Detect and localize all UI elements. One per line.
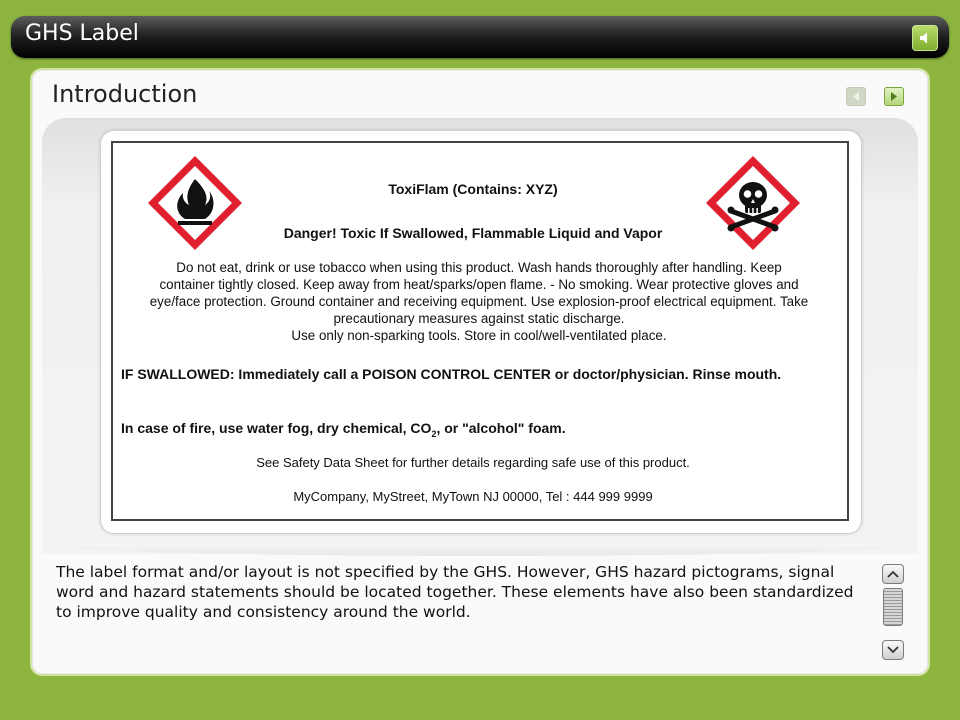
stage-divider	[42, 544, 918, 556]
precautionary-statements	[121, 259, 837, 344]
description-text: The label format and/or layout is not specified by the GHS. However, GHS hazard pictograms, signal word and hazard statements should be located together. These elements have also been standardized to improve quality and consistency around the world.	[56, 563, 854, 621]
precaution-line: eye/face protection. Ground container and receiving equipment. Use explosion-proof electrical equipment. Take	[149, 294, 809, 309]
precaution-line: Do not eat, drink or use tobacco when using this product. Wash hands thoroughly after handling. Keep	[176, 260, 782, 275]
fire-statement-subscript: 2	[431, 428, 437, 439]
description-scrollbar[interactable]	[882, 564, 904, 660]
ghs-label-image	[111, 141, 849, 521]
app-title: GHS Label	[25, 21, 139, 46]
product-identifier: ToxiFlam (Contains: XYZ)	[388, 181, 558, 197]
arrow-left-icon	[851, 91, 861, 102]
precaution-line: precautionary measures against static discharge.	[333, 311, 625, 326]
supplier-info: MyCompany, MyStreet, MyTown NJ 00000, Tel : 444 999 9999	[293, 489, 653, 504]
signal-word-hazard-statement: Danger! Toxic If Swallowed, Flammable Liquid and Vapor	[283, 225, 663, 241]
chevron-down-icon	[887, 646, 899, 654]
scroll-thumb[interactable]	[883, 588, 903, 626]
scroll-down-button[interactable]	[882, 640, 904, 660]
next-button[interactable]	[884, 87, 904, 106]
audio-button[interactable]	[912, 25, 938, 51]
fire-statement-text-end: , or "alcohol" foam.	[436, 420, 566, 436]
first-aid-statement: IF SWALLOWED: Immediately call a POISON CONTROL CENTER or doctor/physician. Rinse mouth.	[121, 366, 782, 382]
sds-note: See Safety Data Sheet for further details regarding safe use of this product.	[256, 455, 690, 470]
scroll-up-button[interactable]	[882, 564, 904, 584]
precaution-line: Use only non-sparking tools. Store in cool/well-ventilated place.	[291, 328, 667, 343]
fire-statement	[121, 419, 821, 443]
arrow-right-icon	[889, 91, 899, 102]
title-bar	[11, 16, 949, 58]
chevron-up-icon	[887, 570, 899, 578]
label-image-frame	[100, 130, 862, 534]
previous-button[interactable]	[846, 87, 866, 106]
fire-statement-text: In case of fire, use water fog, dry chemical, CO	[121, 420, 432, 436]
image-stage	[42, 118, 918, 554]
speaker-icon	[918, 31, 932, 45]
section-title: Introduction	[52, 80, 198, 108]
content-panel	[30, 68, 930, 676]
precaution-line: container tightly closed. Keep away from heat/sparks/open flame. - No smoking. Wear protective gloves and	[159, 277, 799, 292]
